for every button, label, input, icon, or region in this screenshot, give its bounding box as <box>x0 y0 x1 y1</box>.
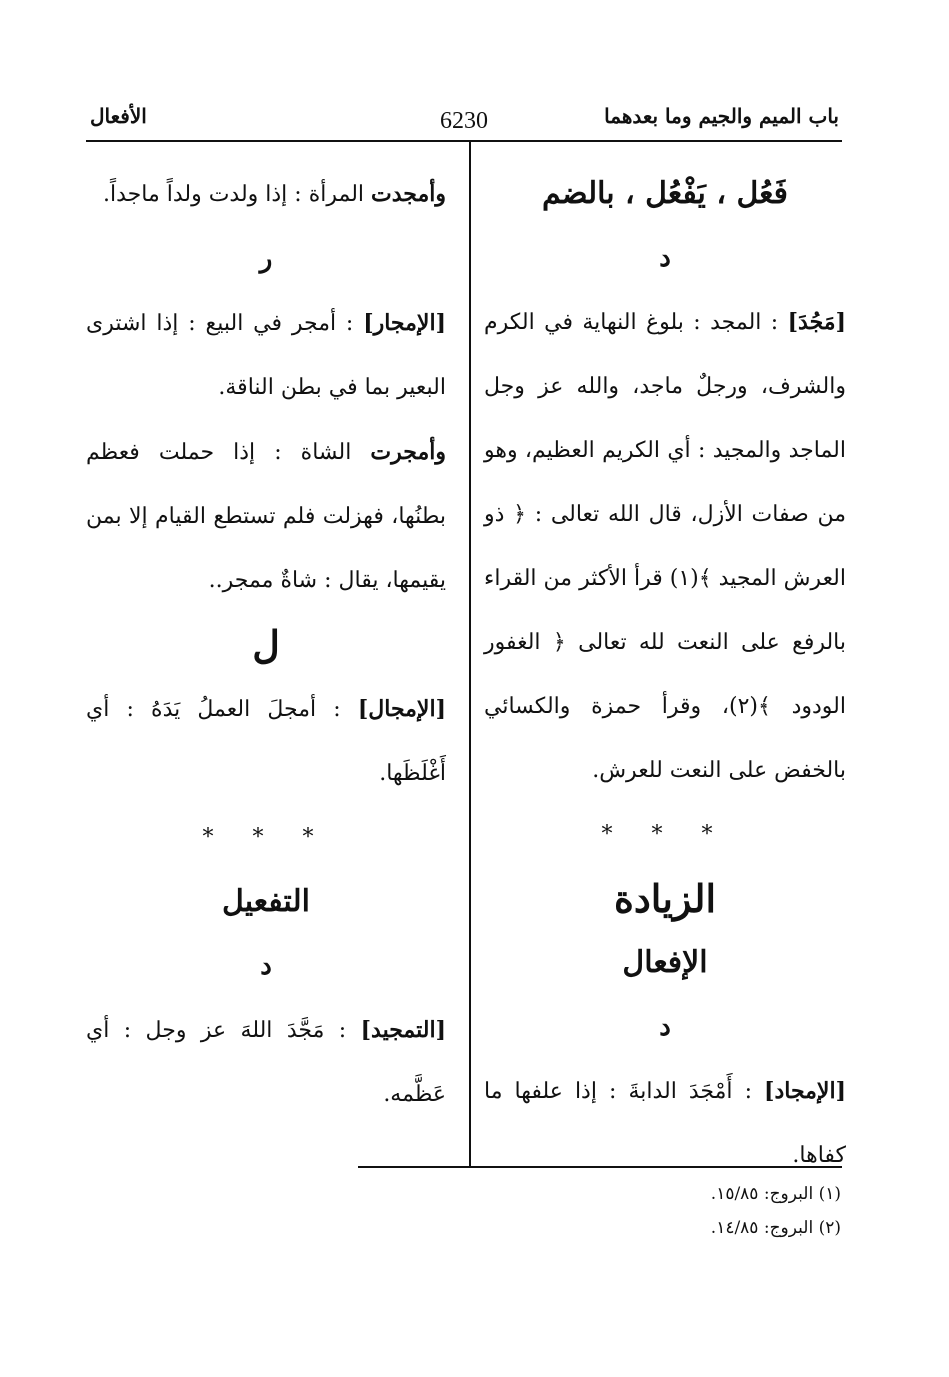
entry-term: وأمجدت <box>371 181 446 207</box>
entry-tamjid <box>86 998 446 1127</box>
entry-amjarat <box>86 420 446 613</box>
entry-term: [التمجيد] <box>360 1017 446 1043</box>
root-letter: ر <box>259 244 273 274</box>
header-rule <box>86 140 842 142</box>
subsection-heading-ifal: الإفعال <box>622 945 708 980</box>
entry-term: وأمجرت <box>370 439 446 465</box>
footnote-2: (٢) البروج: ١٤/٨٥. <box>710 1218 841 1238</box>
section-heading: فَعُل ، يَفْعُل ، بالضم <box>541 176 788 211</box>
entry-term: [مَجُدَ] <box>787 309 846 335</box>
entry-term: [الإمجار] <box>363 310 446 336</box>
section-separator: * * * <box>202 825 330 850</box>
entry-definition: : مَجَّدَ اللهَ عز وجل : أي عَظَّمه. <box>86 1018 446 1107</box>
page-number: 6230 <box>440 108 488 134</box>
running-head-chapter: باب الميم والجيم وما بعدهما <box>604 104 839 128</box>
entry-imjal <box>86 677 446 806</box>
root-letter: د <box>659 243 671 273</box>
entry-imjar <box>86 291 446 420</box>
column-divider <box>469 142 471 1166</box>
subsection-heading-tafil: التفعيل <box>222 884 310 919</box>
right-column <box>484 162 846 1188</box>
entry-definition: : المجد : بلوغ النهاية في الكرم والشرف، ورجلٌ ماجد، والله عز وجل الماجد والمجيد : أي الكريم العظيم، وهو من صفات الأزل، قال الله تعالى : ﴿ ذو العرش المجيد ﴾(١) قرأ الأكثر من القراء بالرفع على النعت لله تعالى ﴿ الغفور الودود ﴾(٢)، وقرأ حمزة والكسائي بالخفض على النعت للعرش. <box>484 310 846 783</box>
section-separator: * * * <box>601 822 729 847</box>
root-letter-large: ل <box>252 622 280 667</box>
entry-term: [الإمجاد] <box>764 1078 846 1104</box>
entry-definition: الشاة : إذا حملت فعظم بطنُها، فهزلت فلم تستطع القيام إلا بمن يقيمها، يقال : شاةٌ ممجر.. <box>86 440 446 593</box>
entry-majuda <box>484 290 846 803</box>
entry-definition: : أمجر في البيع : إذا اشترى البعير بما في بطن الناقة. <box>86 311 446 400</box>
entry-definition: المرأة : إذا ولدت ولداً ماجداً. <box>102 182 365 207</box>
footnote-1: (١) البروج: ١٥/٨٥. <box>710 1184 841 1204</box>
section-heading-ziyada: الزيادة <box>613 876 717 921</box>
root-letter: د <box>659 1012 671 1042</box>
entry-amjadat <box>86 162 446 227</box>
running-head-section: الأفعال <box>90 104 147 128</box>
entry-term: [الإمجال] <box>357 696 446 722</box>
entry-imjad <box>484 1059 846 1188</box>
root-letter: د <box>260 951 272 981</box>
entry-definition: : أمجلَ العملُ يَدَهُ : أي أَغْلَظَها. <box>86 697 446 786</box>
entry-definition: : أَمْجَدَ الدابةَ : إذا علفها ما كفاها. <box>484 1079 846 1168</box>
left-column <box>86 162 446 1127</box>
